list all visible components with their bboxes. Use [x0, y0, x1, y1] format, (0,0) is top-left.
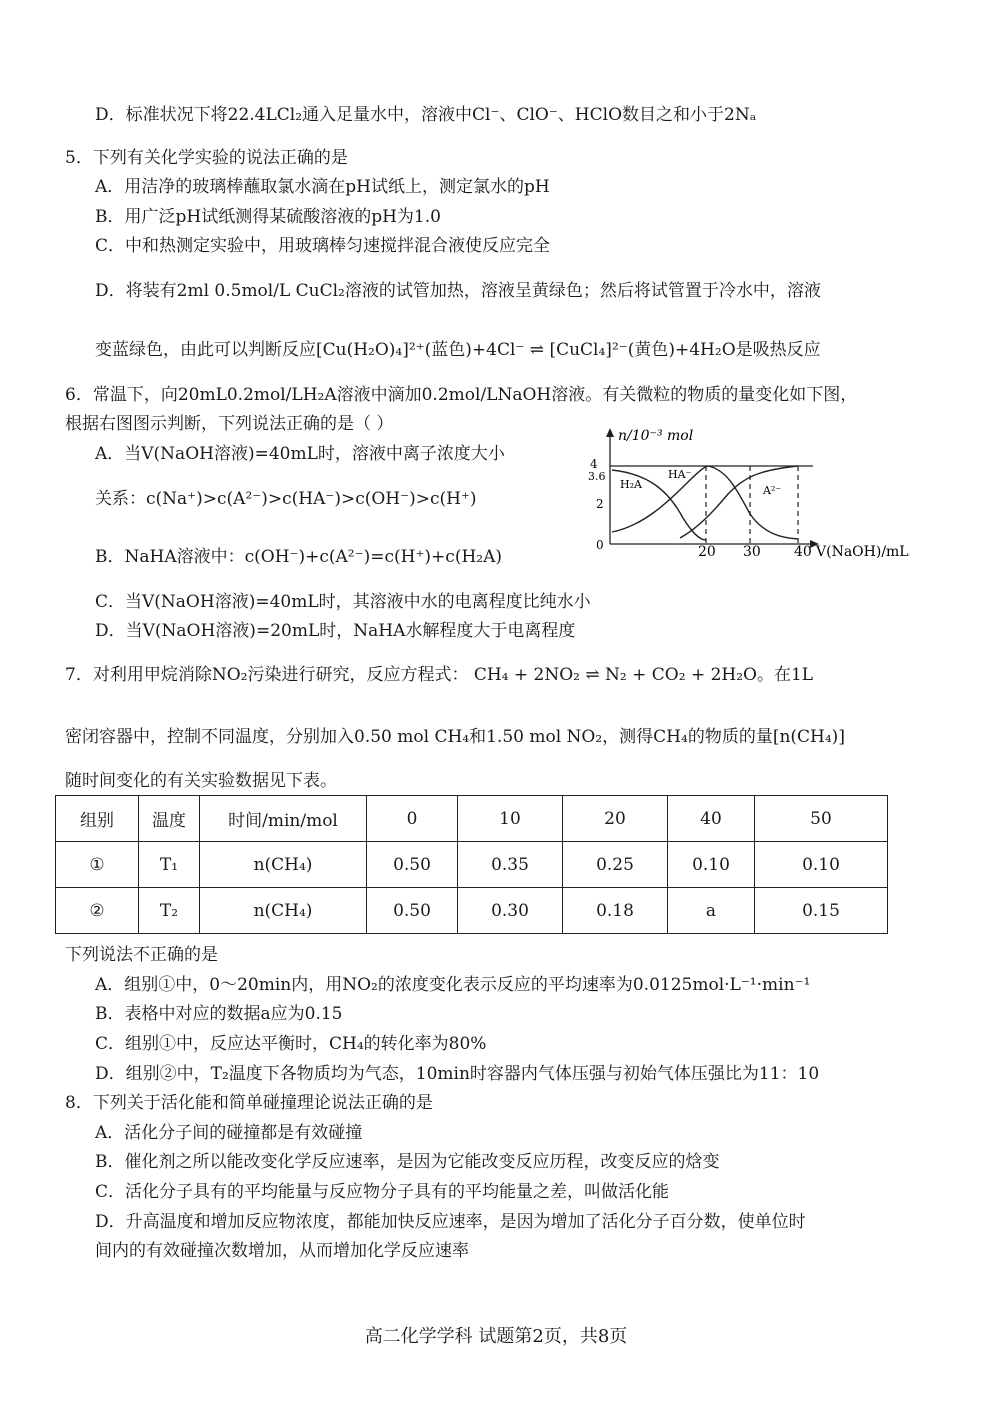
- xtick-40: 40: [794, 544, 812, 560]
- table-cell: 0.18: [563, 888, 668, 934]
- q7-stem-line3: 随时间变化的有关实验数据见下表。: [65, 771, 337, 791]
- q5-option-d-line1: D．将装有2ml 0.5mol/L CuCl₂溶液的试管加热，溶液呈黄绿色；然后将试管置于冷水中，溶液: [95, 281, 821, 301]
- q6-option-a-line1: A．当V(NaOH溶液)=40mL时，溶液中离子浓度大小: [95, 444, 505, 464]
- q5-option-d-line2: 变蓝绿色，由此可以判断反应[Cu(H₂O)₄]²⁺(蓝色)+4Cl⁻ ⇌ [CuCl₄]²⁻(黄色)+4H₂O是吸热反应: [95, 340, 821, 360]
- q5-option-b: B．用广泛pH试纸测得某硫酸溶液的pH为1.0: [95, 207, 441, 227]
- table-header-row: [56, 796, 888, 842]
- table-cell: n(CH₄): [200, 842, 367, 888]
- ytick-3-6: 3.6: [588, 470, 606, 483]
- header-cell: 0: [367, 796, 458, 842]
- xtick-20: 20: [698, 544, 716, 560]
- q7-question: 下列说法不正确的是: [65, 945, 218, 965]
- q6-stem-line1: 6．常温下，向20mL0.2mol/LH₂A溶液中滴加0.2mol/LNaOH溶液。有关微粒的物质的量变化如下图，: [65, 385, 858, 405]
- graph-xlabel: V(NaOH)/mL: [816, 544, 909, 560]
- table-cell: ①: [56, 842, 139, 888]
- label-ha: HA⁻: [668, 468, 692, 481]
- label-a2: A²⁻: [763, 484, 782, 497]
- table-cell: T₂: [139, 888, 200, 934]
- q8-option-d-line2: 间内的有效碰撞次数增加，从而增加化学反应速率: [95, 1241, 469, 1261]
- q4-option-d: D．标准状况下将22.4LCl₂通入足量水中，溶液中Cl⁻、ClO⁻、HClO数目之和小于2Nₐ: [95, 105, 757, 125]
- table-cell: 0.50: [367, 888, 458, 934]
- q8-option-a: A．活化分子间的碰撞都是有效碰撞: [95, 1123, 363, 1143]
- table-cell: 0.50: [367, 842, 458, 888]
- ytick-0: 0: [596, 538, 604, 552]
- table-cell: a: [668, 888, 755, 934]
- q6-option-a-line2: 关系：c(Na⁺)>c(A²⁻)>c(HA⁻)>c(OH⁻)>c(H⁺): [95, 489, 477, 509]
- q6-option-b: B．NaHA溶液中：c(OH⁻)+c(A²⁻)=c(H⁺)+c(H₂A): [95, 547, 502, 567]
- table-cell: 0.35: [458, 842, 563, 888]
- header-cell: 40: [668, 796, 755, 842]
- ytick-4: 4: [590, 457, 598, 471]
- species-amount-graph: [588, 422, 924, 562]
- ytick-2: 2: [596, 497, 604, 511]
- q8-option-d-line1: D．升高温度和增加反应物浓度，都能加快反应速率，是因为增加了活化分子百分数，使单位时: [95, 1212, 806, 1232]
- q8-stem: 8．下列关于活化能和简单碰撞理论说法正确的是: [65, 1093, 433, 1113]
- table-row: [56, 888, 888, 934]
- table-cell: 0.25: [563, 842, 668, 888]
- q7-option-a: A．组别①中，0～20min内，用NO₂的浓度变化表示反应的平均速率为0.0125mol·L⁻¹·min⁻¹: [95, 975, 811, 995]
- q8-option-c: C．活化分子具有的平均能量与反应物分子具有的平均能量之差，叫做活化能: [95, 1182, 670, 1202]
- q7-option-c: C．组别①中，反应达平衡时，CH₄的转化率为80%: [95, 1034, 487, 1054]
- page-footer: 高二化学学科 试题第2页，共8页: [364, 1326, 628, 1347]
- q5-stem: 5．下列有关化学实验的说法正确的是: [65, 148, 348, 168]
- table-cell: ②: [56, 888, 139, 934]
- header-cell: 10: [458, 796, 563, 842]
- xtick-30: 30: [743, 544, 761, 560]
- header-cell: 时间/min/mol: [200, 796, 367, 842]
- header-cell: 20: [563, 796, 668, 842]
- table-cell: T₁: [139, 842, 200, 888]
- table-cell: 0.30: [458, 888, 563, 934]
- table-cell: n(CH₄): [200, 888, 367, 934]
- header-cell: 温度: [139, 796, 200, 842]
- table-cell: 0.10: [668, 842, 755, 888]
- q8-option-b: B．催化剂之所以能改变化学反应速率，是因为它能改变反应历程，改变反应的焓变: [95, 1152, 720, 1172]
- data-table: [55, 795, 888, 934]
- header-cell: 组别: [56, 796, 139, 842]
- table-cell: 0.15: [755, 888, 888, 934]
- label-h2a: H₂A: [620, 478, 642, 491]
- table-row: [56, 842, 888, 888]
- header-cell: 50: [755, 796, 888, 842]
- q7-stem-line2: 密闭容器中，控制不同温度，分别加入0.50 mol CH₄和1.50 mol NO₂，测得CH₄的物质的量[n(CH₄)]: [65, 727, 845, 747]
- q7-option-d: D．组别②中，T₂温度下各物质均为气态，10min时容器内气体压强与初始气体压强比为11：10: [95, 1064, 820, 1084]
- table-cell: 0.10: [755, 842, 888, 888]
- q5-option-a: A．用洁净的玻璃棒蘸取氯水滴在pH试纸上，测定氯水的pH: [95, 177, 550, 197]
- q5-option-c: C．中和热测定实验中，用玻璃棒匀速搅拌混合液使反应完全: [95, 236, 551, 256]
- q7-stem-line1: 7．对利用甲烷消除NO₂污染进行研究，反应方程式： CH₄ + 2NO₂ ⇌ N₂ + CO₂ + 2H₂O。在1L: [65, 665, 814, 685]
- graph-ylabel: n/10⁻³ mol: [618, 428, 694, 444]
- q6-stem-line2: 根据右图图示判断，下列说法正确的是（ ）: [65, 414, 394, 434]
- q6-option-c: C．当V(NaOH溶液)=40mL时，其溶液中水的电离程度比纯水小: [95, 592, 591, 612]
- q7-option-b: B．表格中对应的数据a应为0.15: [95, 1004, 343, 1024]
- q6-option-d: D．当V(NaOH溶液)=20mL时，NaHA水解程度大于电离程度: [95, 621, 576, 641]
